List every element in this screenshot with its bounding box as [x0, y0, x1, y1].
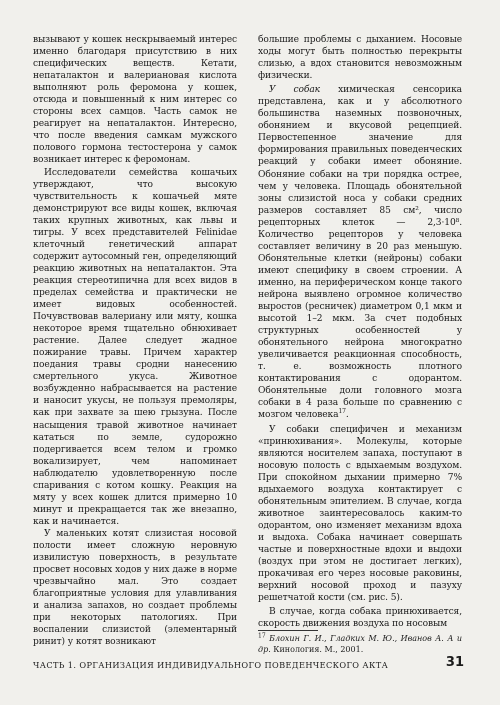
footnote-authors: Блохин Г. И., Гладких М. Ю., Иванов А. А и др.	[258, 634, 462, 654]
footnote-divider	[258, 630, 318, 631]
footnote-number: 17	[258, 632, 266, 640]
emphasis-lead: У собак	[269, 85, 321, 96]
paragraph: Исследователи семейства кошачьих утверждают, что высокую чувствительность к кошачьей мяте демонстрируют все виды кошек, включая таких крупных животных, как львы и тигры. У всех представителей Felinidae клеточный генетический аппарат содержит аутосомный ген, определяющий реакцию животных на непаталактон. Эта реакция стереотипична для всех видов в пределах семейства и практически не имеет видовых особенностей. Почувствовав валериану или мяту, кошка некоторое время тщательно обнюхивает растение. Далее следует жадное пожирание травы. Причем характер поедания травы сродни нанесению смертельного укуса. Животное возбужденно набрасывается на растение и наносит укусы, не пользуя премоляры, как при захвате за шею грызуна. После насыщения травой животное начинает кататься по земле, судорожно подергивается всем телом и громко вокализирует, чем напоминает наблюдателю удовлетворенную после спаривания с котом кошку. Реакция на мяту у всех кошек длится примерно 10 минут и прекращается так же внезапно, как и начинается.	[33, 167, 237, 527]
paragraph-body: химическая сенсорика представлена, как и у абсолютного большинства наземных позвоночных, обонянием и вкусовой рецепцией. Первостепенное значение для формирования правильных поведенческих реакций у собаки имеет обоняние. Обоняние собаки на три порядка острее, чем у человека. Площадь обонятельной зоны слизистой носа у собаки средних размеров составляет 85 см², число рецепторных клеток — 2,3·10⁸. Количество рецепторов у человека составляет величину в 20 раз меньшую. Обонятельные клетки (нейроны) собаки имеют специфику в своем строении. А именно, на периферическом конце такого нейрона выявлено огромное количество выростов (ресничек) диаметром 0,1 мкм и высотой 1–2 мкм. За счет подобных структурных особенностей у обонятельного нейрона многократно увеличивается реакционная способность, т. е. возможность плотного контактирования с одорантом. Обонятельные доли головного мозга собаки в 4 раза больше по сравнению с мозгом человека	[258, 85, 463, 421]
footnote	[258, 634, 462, 655]
running-footer: ЧАСТЬ 1. ОРГАНИЗАЦИЯ ИНДИВИДУАЛЬНОГО ПОВЕДЕНЧЕСКОГО АКТА	[33, 660, 389, 670]
paragraph: В случае, когда собака принюхивается, скорость движения воздуха по носовым	[258, 607, 462, 630]
left-text-column	[33, 34, 237, 648]
footnote-source: Кинология. М., 2001.	[273, 644, 364, 654]
paragraph-end: .	[345, 410, 349, 421]
paragraph	[258, 84, 462, 421]
paragraph: У маленьких котят слизистая носовой полости имеет сложную неровную извилистую поверхность, в результате просвет носовых ходов у них даже в норме чрезвычайно мал. Это создает благоприятные условия для улавливания и анализа запахов, но создает проблемы при некоторых патологиях. При воспалении слизистой (элементарный ринит) у котят возникают	[33, 528, 237, 648]
paragraph: вызывают у кошек нескрываемый интерес именно благодаря присутствию в них специфических веществ. Кетати, непаталактон и валериановая кислота выполняют роль феромона у кошек, отсюда и повышенный к ним интерес со стороны всех самцов. Часть самок не реагирует на непаталактон. Интересно, что после введения самкам мужского полового гормона тестостерона у самок возникает интерес к феромонам.	[33, 35, 237, 166]
right-text-column	[258, 34, 462, 630]
footnote-reference[interactable]: 17	[338, 408, 346, 416]
page-number: 31	[445, 655, 464, 670]
paragraph: большие проблемы с дыханием. Носовые ходы могут быть полностью перекрыты слизью, а вдох становится невозможным физически.	[258, 35, 462, 82]
paragraph: У собаки специфичен и механизм «принюхивания». Молекулы, которые являются носителем запаха, поступают в носовую полость с вдыхаемым воздухом. При спокойном дыхании примерно 7% вдыхаемого воздуха контактирует с обонятельным эпителием. В случае, когда животное заинтересовалось каким-то одорантом, оно изменяет механизм вдоха и выдоха. Собака начинает совершать частые и поверхностные вдохи и выдохи (воздух при этом не достигает легких), прокачивая его через носовые раковины, верхний носовой проход и пазуху решетчатой кости (см. рис. 5).	[258, 424, 462, 604]
